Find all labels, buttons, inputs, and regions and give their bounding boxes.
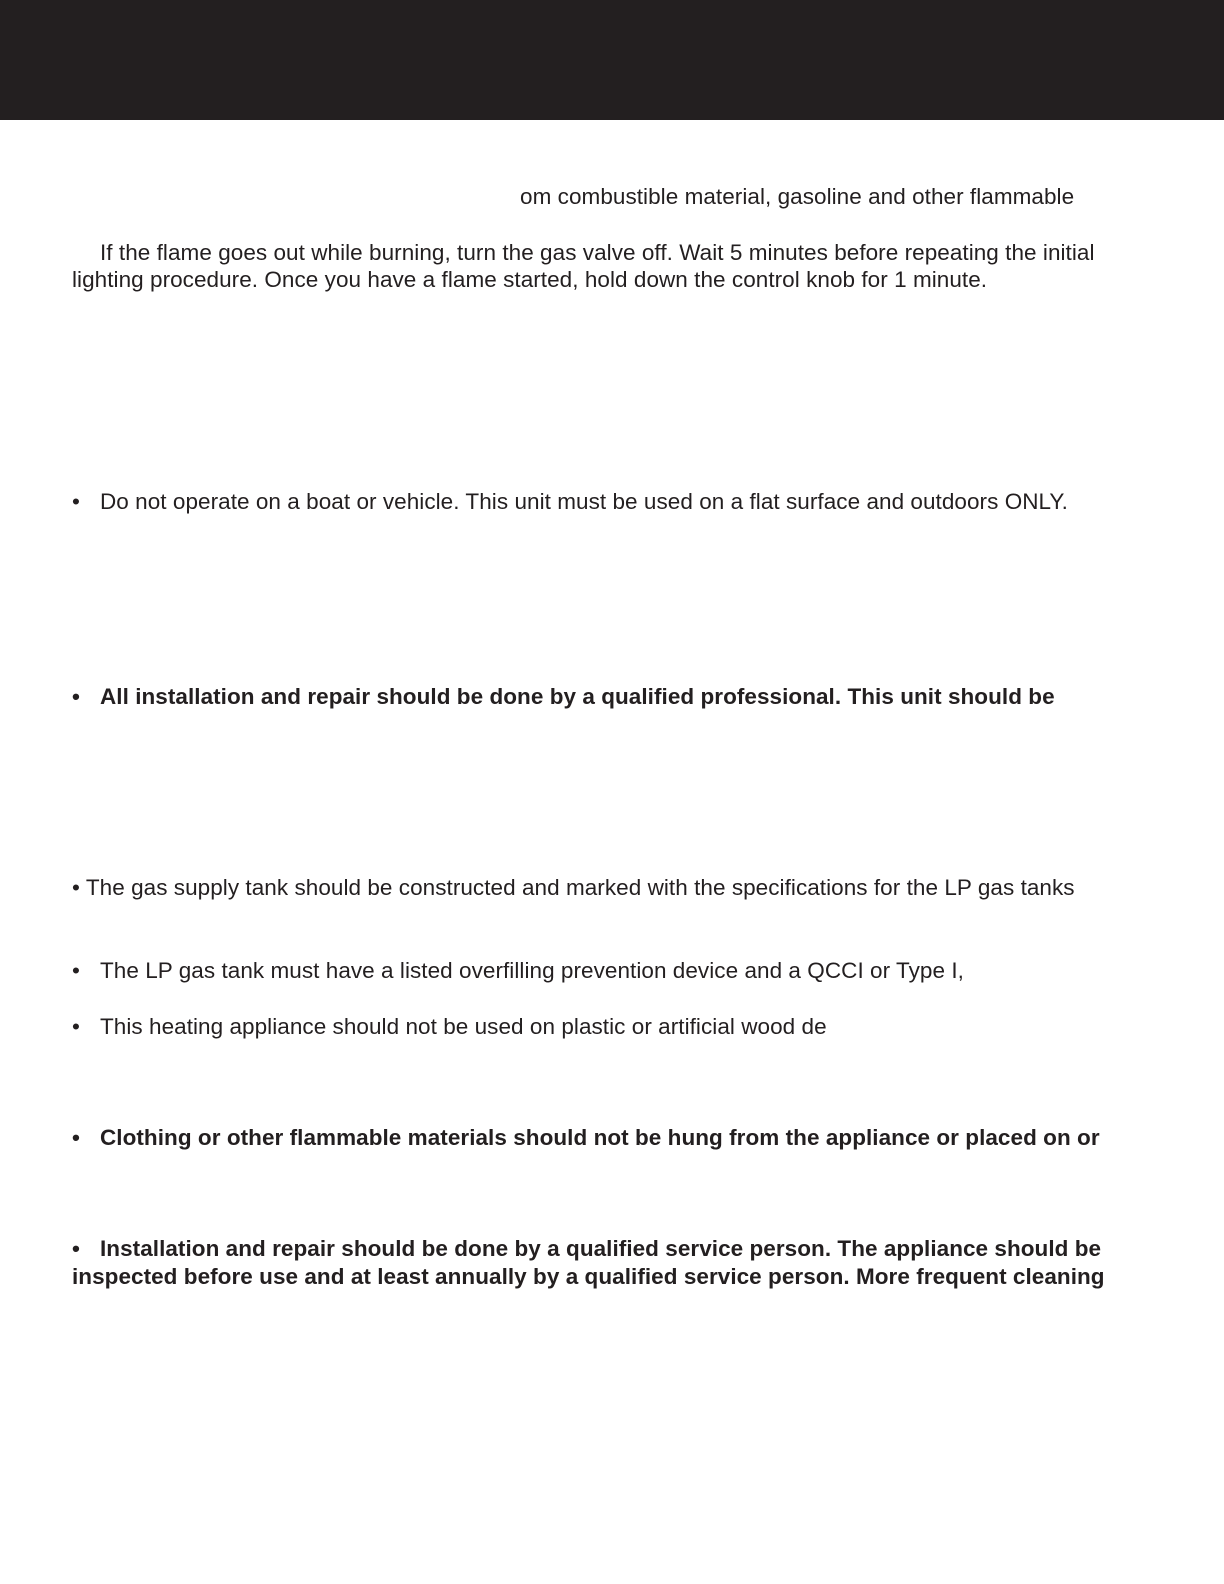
bullet-installation-text: All installation and repair should be done by a qualified professional. This unit should be <box>100 684 1055 709</box>
bullet-service-line-1 <box>72 1235 1101 1263</box>
bullet-gas-supply-text: The gas supply tank should be constructed and marked with the specifications for the LP gas tanks <box>85 875 1075 900</box>
bullet-marker: • <box>72 1125 80 1150</box>
bullet-marker: • <box>72 958 80 983</box>
bullet-boat <box>72 488 1068 516</box>
bullet-boat-text: Do not operate on a boat or vehicle. This unit must be used on a flat surface and outdoors ONLY. <box>100 489 1068 514</box>
bullet-marker: • <box>72 489 80 514</box>
bullet-clothing <box>72 1124 1100 1152</box>
bullet-overfill <box>72 957 964 985</box>
bullet-service-text-line-1: Installation and repair should be done by a qualified service person. The appliance should be <box>100 1236 1102 1261</box>
bullet-marker: • <box>72 1236 80 1261</box>
bullet-marker: • <box>72 684 80 709</box>
bullet-overfill-text: The LP gas tank must have a listed overfilling prevention device and a QCCI or Type I, <box>100 958 964 983</box>
flame-out-paragraph-line-1: If the flame goes out while burning, turn the gas valve off. Wait 5 minutes before repeating the initial <box>100 240 1095 265</box>
bullet-installation <box>72 683 1055 711</box>
bullet-plastic-deck-text: This heating appliance should not be used on plastic or artificial wood de <box>100 1014 827 1039</box>
bullet-plastic-deck <box>72 1013 827 1041</box>
bullet-clothing-text: Clothing or other flammable materials should not be hung from the appliance or placed on or <box>100 1125 1100 1150</box>
bullet-gas-supply <box>72 874 1075 902</box>
bullet-marker: • <box>72 875 80 900</box>
combustible-fragment: om combustible material, gasoline and other flammable <box>520 184 1075 209</box>
bullet-marker: • <box>72 1014 80 1039</box>
flame-out-paragraph-line-2: lighting procedure. Once you have a flame started, hold down the control knob for 1 minute. <box>72 267 988 292</box>
bullet-service-text-line-2: inspected before use and at least annually by a qualified service person. More frequent cleaning <box>72 1264 1105 1289</box>
header-band <box>0 0 1224 120</box>
